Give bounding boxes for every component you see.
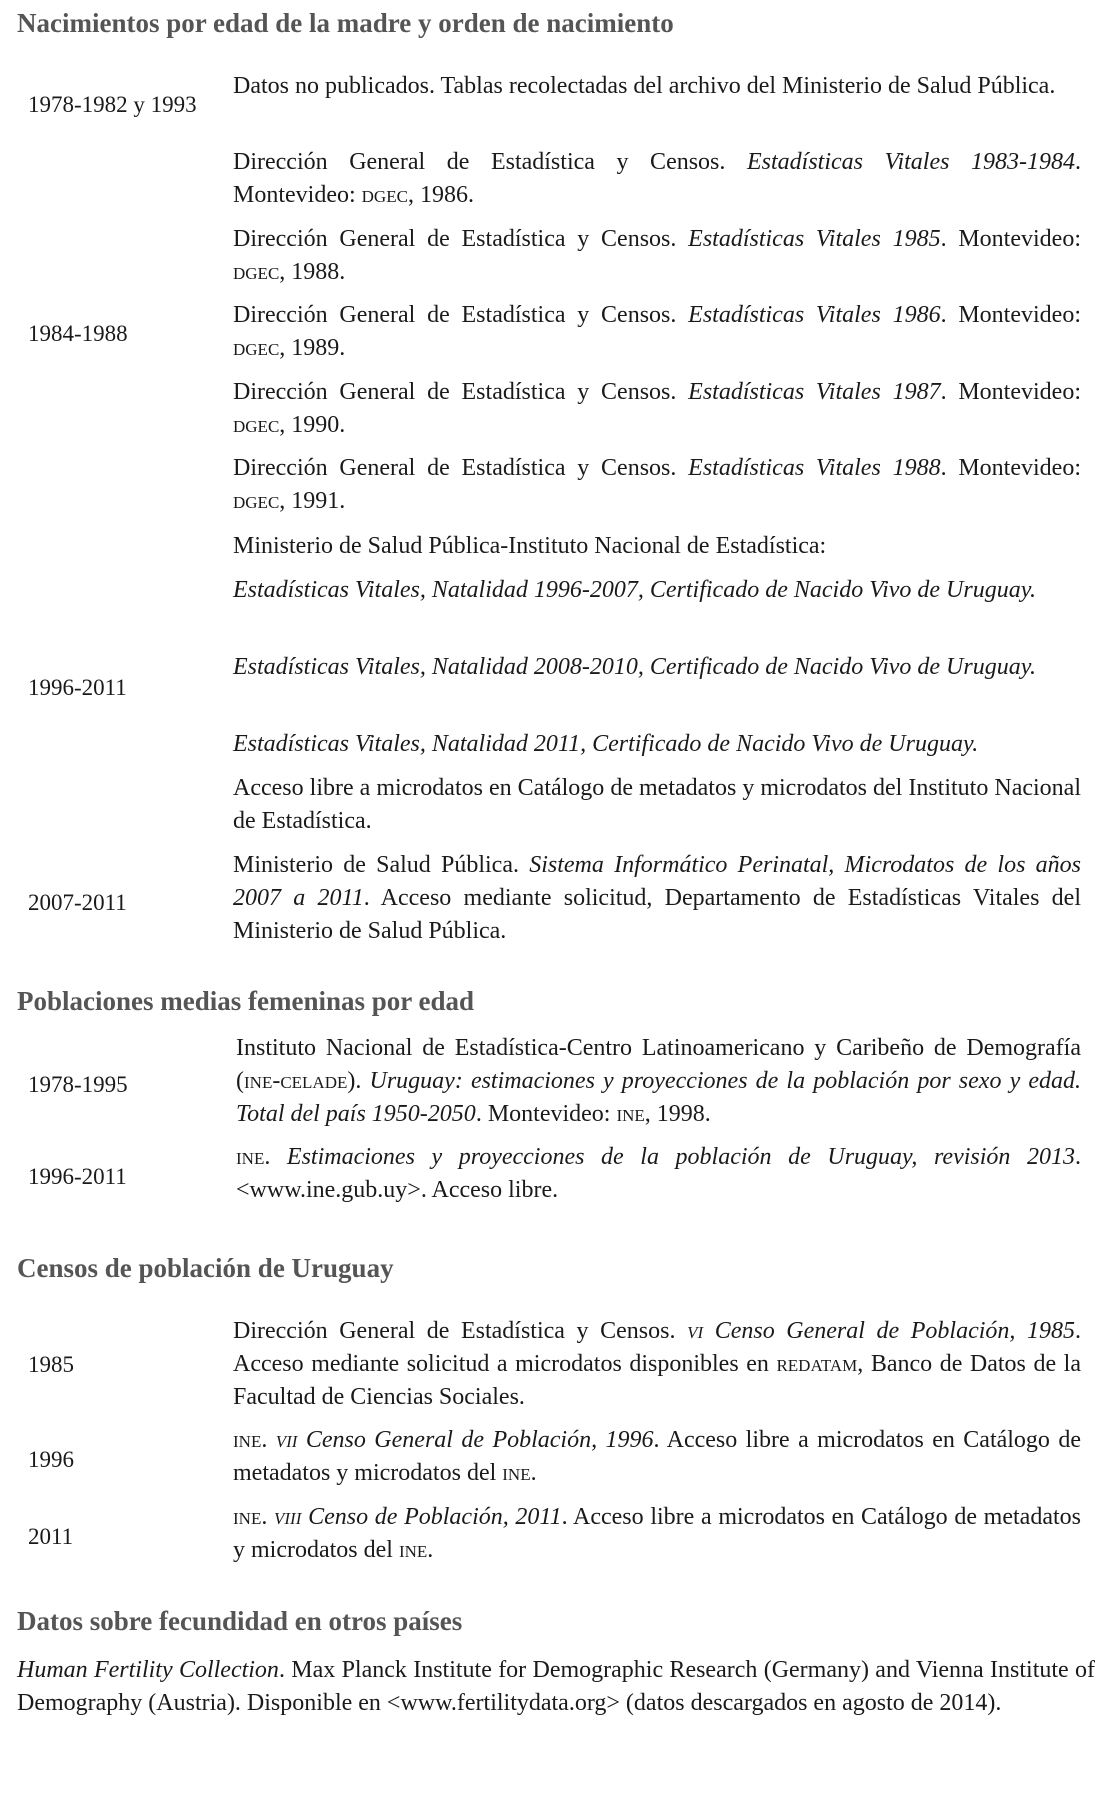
section-heading-population: Poblaciones medias femeninas por edad [17,986,475,1016]
section-heading-fertility: Datos sobre fecundidad en otros países [17,1606,463,1636]
reference-entry: Dirección General de Estadística y Censos. Estadísticas Vitales 1988. Montevideo: dgec, 1991. [233,455,1081,514]
year-label: 1978-1995 [28,1072,128,1097]
reference-entry: Dirección General de Estadística y Censos. Estadísticas Vitales 1986. Montevideo: dgec, 1989. [233,302,1081,361]
reference-entry: Ministerio de Salud Pública-Instituto Nacional de Estadística: [233,533,827,559]
reference-entry: Dirección General de Estadística y Censos. Estadísticas Vitales 1983-1984. Montevideo: dgec, 1986. [233,149,1082,208]
reference-entry: ine. viii Censo de Población, 2011. Acceso libre a microdatos en Catálogo de metadatos y microdatos del ine. [233,1504,1081,1563]
year-label: 1984-1988 [28,321,128,346]
year-label: 1996-2011 [28,675,127,700]
reference-entry: Ministerio de Salud Pública. Sistema Informático Perinatal, Microdatos de los años 2007 a 2011. Acceso mediante solicitud, Departamento de Estadísticas Vitales del Ministerio de Salud Pública. [233,852,1082,944]
reference-entry: Acceso libre a microdatos en Catálogo de metadatos y microdatos del Instituto Nacional de Estadística. [233,775,1081,834]
reference-entry: Estadísticas Vitales, Natalidad 1996-2007, Certificado de Nacido Vivo de Uruguay. [233,577,1037,603]
year-label: 2011 [28,1524,74,1549]
reference-entry: Estadísticas Vitales, Natalidad 2008-2010, Certificado de Nacido Vivo de Uruguay. [233,654,1037,680]
reference-entry: Dirección General de Estadística y Censos. Estadísticas Vitales 1985. Montevideo: dgec, 1988. [233,226,1081,285]
year-label: 1985 [28,1352,74,1377]
reference-entry: ine. vii Censo General de Población, 1996. Acceso libre a microdatos en Catálogo de metadatos y microdatos del ine. [233,1427,1082,1486]
reference-entry: ine. Estimaciones y proyecciones de la población de Uruguay, revisión 2013. <www.ine.gub.uy>. Acceso libre. [236,1144,1081,1203]
reference-entry: Instituto Nacional de Estadística-Centro Latinoamericano y Caribeño de Demografía (ine-celade). Uruguay: estimaciones y proyecciones de la población por sexo y edad. Total del país 1950-2050. Montevideo: ine, 1998. [236,1035,1081,1127]
year-label: 1996 [28,1447,74,1472]
year-label: 2007-2011 [28,890,127,915]
section-heading-births: Nacimientos por edad de la madre y orden de nacimiento [17,8,674,38]
year-label: 1978-1982 y 1993 [28,92,197,117]
reference-entry: Datos no publicados. Tablas recolectadas del archivo del Ministerio de Salud Pública. [233,73,1056,99]
reference-paragraph: Human Fertility Collection. Max Planck Institute for Demographic Research (Germany) and Vienna Institute of Demography (Austria). Disponible en <www.fertilitydata.org> (datos descargados en agosto de 2014). [17,1657,1095,1716]
reference-entry: Dirección General de Estadística y Censos. Estadísticas Vitales 1987. Montevideo: dgec, 1990. [233,379,1081,438]
reference-entry: Dirección General de Estadística y Censos. vi Censo General de Población, 1985. Acceso mediante solicitud a microdatos disponibles en redatam, Banco de Datos de la Facultad de Ciencias Sociales. [233,1318,1081,1410]
section-heading-census: Censos de población de Uruguay [17,1253,394,1283]
reference-entry: Estadísticas Vitales, Natalidad 2011, Certificado de Nacido Vivo de Uruguay. [233,731,979,757]
year-label: 1996-2011 [28,1164,127,1189]
